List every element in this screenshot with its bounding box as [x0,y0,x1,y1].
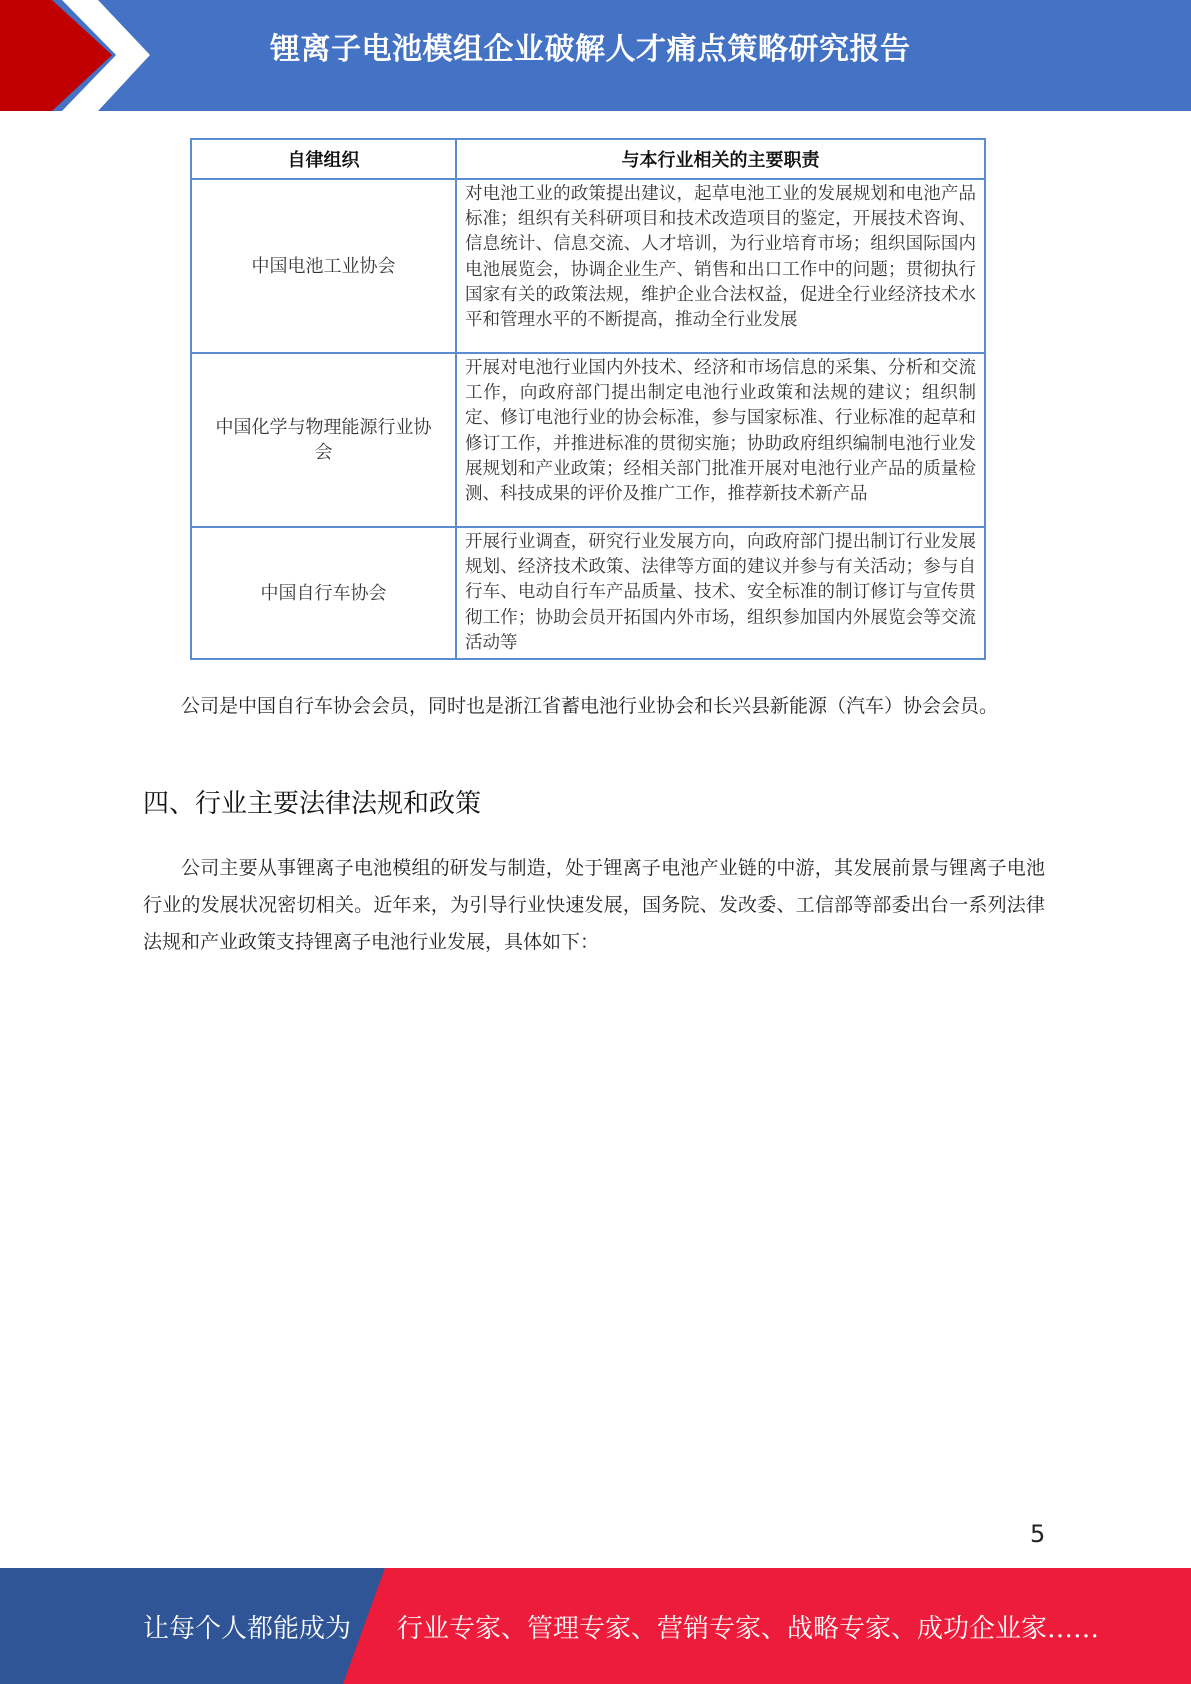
column-header-organization: 自律组织 [191,139,456,179]
table-header-row [191,139,985,179]
table-row [191,353,985,527]
column-header-duties: 与本行业相关的主要职责 [456,139,985,179]
table-row [191,527,985,659]
org-name-cell: 中国自行车协会 [191,527,456,659]
duties-cell: 对电池工业的政策提出建议，起草电池工业的发展规划和电池产品标准；组织有关科研项目和技术改造项目的鉴定，开展技术咨询、信息统计、信息交流、人才培训，为行业培育市场；组织国际国内电池展览会，协调企业生产、销售和出口工作中的问题；贯彻执行国家有关的政策法规，维护企业合法权益，促进全行业经济技术水平和管理水平的不断提高，推动全行业发展 [456,179,985,353]
org-name-cell: 中国电池工业协会 [191,179,456,353]
footer-slogan-right: 行业专家、管理专家、营销专家、战略专家、成功企业家…… [397,1614,1100,1644]
header-banner [0,0,1191,111]
duties-cell: 开展对电池行业国内外技术、经济和市场信息的采集、分析和交流工作，向政府部门提出制定电池行业政策和法规的建议；组织制定、修订电池行业的协会标准，参与国家标准、行业标准的起草和修订工作，并推进标准的贯彻实施；协助政府组织编制电池行业发展规划和产业政策；经相关部门批准开展对电池行业产品的质量检测、科技成果的评价及推广工作，推荐新技术新产品 [456,353,985,527]
section-paragraph: 公司主要从事锂离子电池模组的研发与制造，处于锂离子电池产业链的中游，其发展前景与锂离子电池行业的发展状况密切相关。近年来，为引导行业快速发展，国务院、发改委、工信部等部委出台一系列法律法规和产业政策支持锂离子电池行业发展，具体如下： [143,857,1045,953]
table-row [191,179,985,353]
footer-slogan-left: 让每个人都能成为 [143,1614,352,1644]
page-number: 5 [1030,1520,1046,1548]
report-title: 锂离子电池模组企业破解人才痛点策略研究报告 [270,32,911,67]
org-name-cell: 中国化学与物理能源行业协会 [191,353,456,527]
membership-paragraph: 公司是中国自行车协会会员，同时也是浙江省蓄电池行业协会和长兴县新能源（汽车）协会会员。 [181,695,999,717]
footer-banner [0,1568,1191,1684]
section-heading: 四、行业主要法律法规和政策 [143,789,482,819]
duties-cell: 开展行业调查，研究行业发展方向，向政府部门提出制订行业发展规划、经济技术政策、法律等方面的建议并参与有关活动；参与自行车、电动自行车产品质量、技术、安全标准的制订修订与宣传贯彻工作；协助会员开拓国内外市场，组织参加国内外展览会等交流活动等 [456,527,985,659]
association-table [190,138,986,660]
